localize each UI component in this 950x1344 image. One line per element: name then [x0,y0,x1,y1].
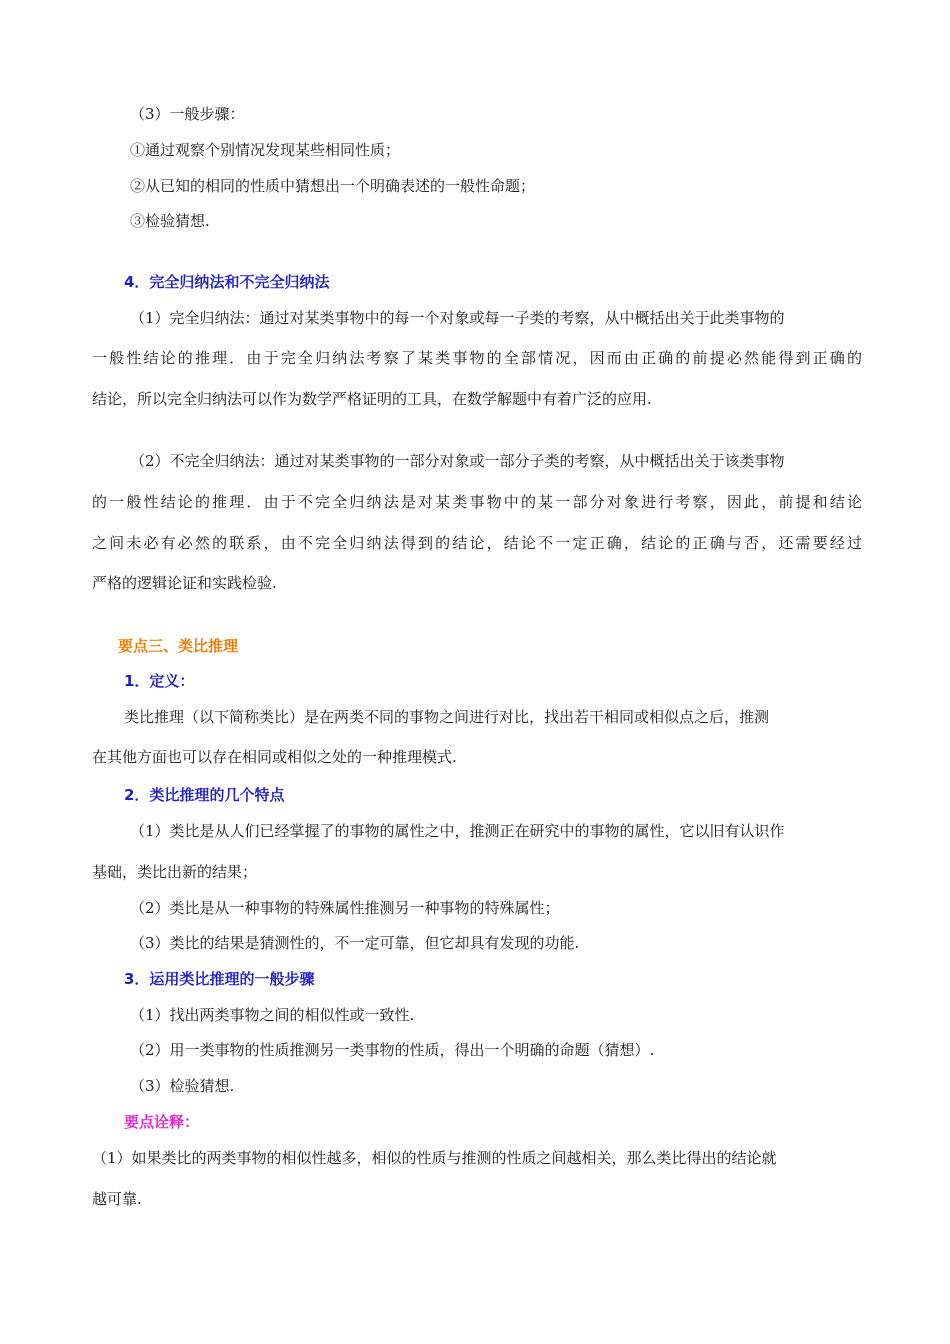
features-heading: 2．类比推理的几个特点 [124,786,285,804]
analogy-step-2: （2）用一类事物的性质推测另一类事物的性质，得出一个明确的命题（猜想）. [130,1041,655,1059]
analogy-step-1: （1）找出两类事物之间的相似性或一致性. [130,1006,415,1024]
feature-2: （2）类比是从一种事物的特殊属性推测另一种事物的特殊属性； [130,899,560,917]
feature-1-line-1: （1）类比是从人们已经掌握了的事物的属性之中，推测正在研究中的事物的属性，它以旧有认识作 [130,822,785,840]
general-step-3: ③检验猜想. [130,212,210,230]
feature-1-line-2: 基础，类比出新的结果； [92,863,258,881]
incomplete-induction-line-1: （2）不完全归纳法：通过对某类事物的一部分对象或一部分子类的考察，从中概括出关于该类事物 [130,452,785,470]
complete-induction-line-2: 一般性结论的推理．由于完全归纳法考察了某类事物的全部情况，因而由正确的前提必然能得到正确的 [92,349,862,367]
general-steps-heading: （3）一般步骤： [130,105,245,123]
analogy-step-3: （3）检验猜想. [130,1077,235,1095]
incomplete-induction-line-4: 严格的逻辑论证和实践检验. [92,574,277,592]
feature-3: （3）类比的结果是猜测性的，不一定可靠，但它却具有发现的功能. [130,934,580,952]
general-step-1: ①通过观察个别情况发现某些相同性质； [130,141,401,159]
complete-induction-line-3: 结论，所以完全归纳法可以作为数学严格证明的工具，在数学解题中有着广泛的应用. [92,390,652,408]
definition-line-2: 在其他方面也可以存在相同或相似之处的一种推理模式. [92,748,457,766]
complete-induction-line-1: （1）完全归纳法：通过对某类事物中的每一个对象或每一子类的考察，从中概括出关于此类事物的 [130,309,785,327]
section4-heading: 4．完全归纳法和不完全归纳法 [124,273,330,291]
note-1-line-1: （1）如果类比的两类事物的相似性越多，相似的性质与推测的性质之间越相关，那么类比得出的结论就 [92,1149,777,1167]
note-1-line-2: 越可靠. [92,1190,142,1208]
general-step-2: ②从已知的相同的性质中猜想出一个明确表述的一般性命题； [130,177,536,195]
steps-heading: 3．运用类比推理的一般步骤 [124,970,315,988]
incomplete-induction-line-3: 之间未必有必然的联系，由不完全归纳法得到的结论，结论不一定正确，结论的正确与否，还需要经过 [92,534,862,552]
key-point-3-title: 要点三、类比推理 [118,637,239,655]
incomplete-induction-line-2: 的一般性结论的推理．由于不完全归纳法是对某类事物中的某一部分对象进行考察，因此，前提和结论 [92,493,862,511]
definition-line-1: 类比推理（以下简称类比）是在两类不同的事物之间进行对比，找出若干相同或相似点之后，推测 [124,708,770,726]
definition-heading: 1．定义： [124,672,195,690]
notes-heading: 要点诠释： [124,1113,200,1131]
